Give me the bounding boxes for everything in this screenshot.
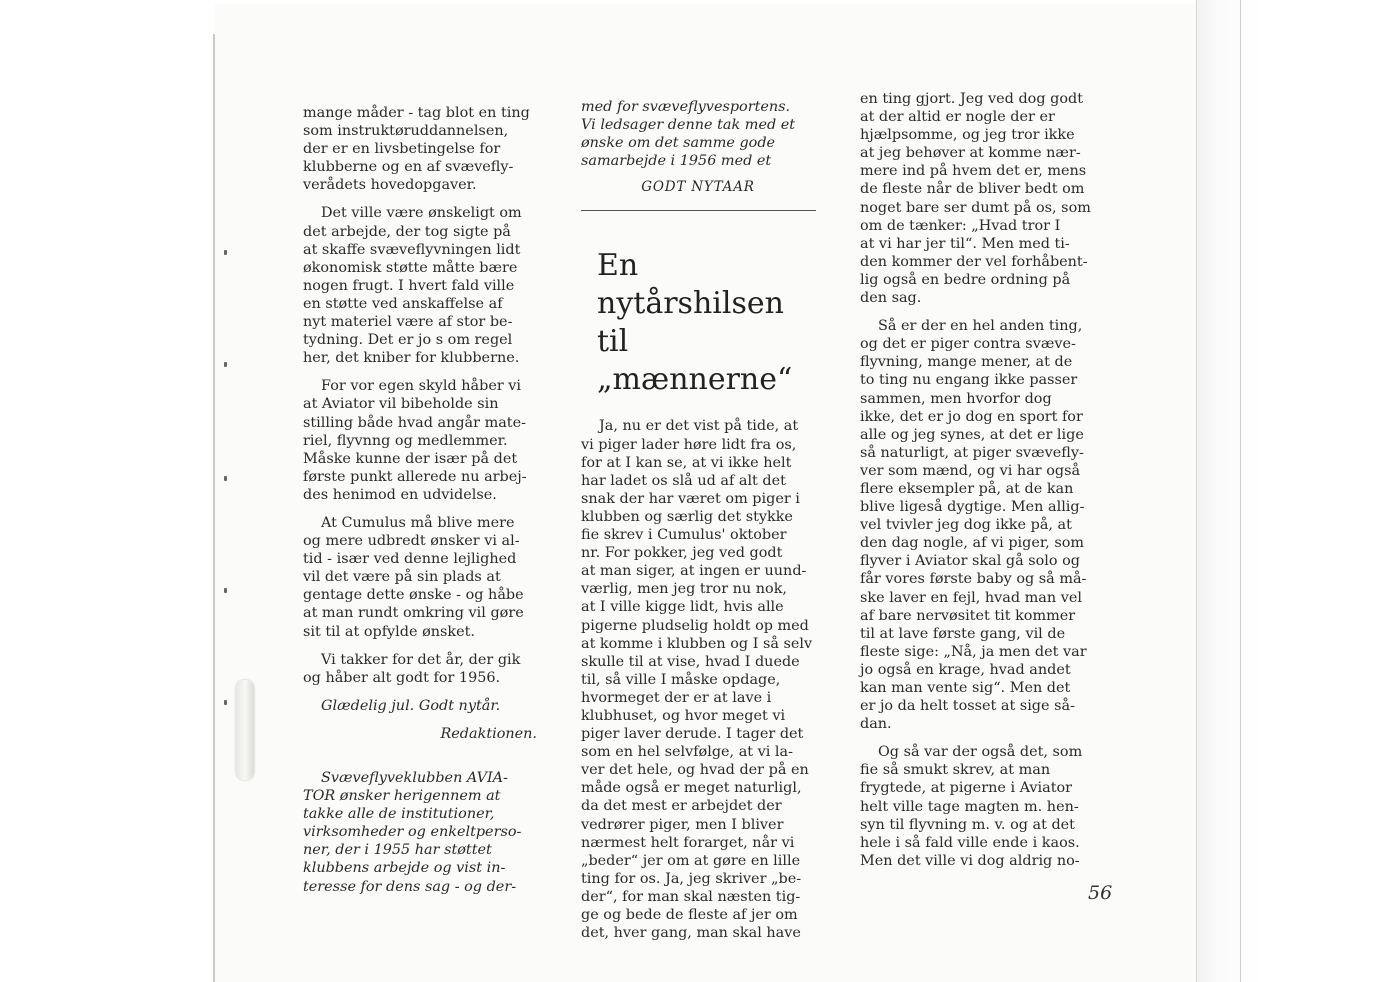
paragraph: Det ville være ønskeligt om det arbejde, der tog sigte på at skaffe svæveflyvningen lidt økonomisk støtte måtte bære nogen frugt. I hvert fald ville en støtte ved anskaffelse af nyt materiel være af stor be- tydning. Det er jo s om regel her, det kniber for klubberne. xyxy=(303,205,522,367)
margin-mark xyxy=(224,362,227,367)
page-right-edge xyxy=(1196,0,1263,982)
page-edge-line xyxy=(1240,0,1241,982)
paragraph: mange måder - tag blot en ting som instruktøruddannelsen, der er en livsbetingelse for klubberne og en af svævefly- verådets hovedopgaver. xyxy=(303,105,530,194)
article-headline: En nytårshilsen til „mænnerne“ xyxy=(597,248,793,398)
margin-mark xyxy=(224,476,227,481)
thanks-continued: med for svæveflyvesportens. Vi ledsager denne tak med et ønske om det samme gode samarbejde i 1956 med et xyxy=(581,99,796,170)
margin-mark xyxy=(224,588,227,593)
paragraph: For vor egen skyld håber vi at Aviator vil bibeholde sin stilling både hvad angår mate- riel, flyvnng og medlemmer. Måske kunne der især på det første punkt allerede nu arbej- des henimod en udvidelse. xyxy=(303,378,527,503)
binding-staple xyxy=(236,680,254,780)
paragraph: Og så var der også det, som fie så smukt skrev, at man frygtede, at pigerne i Aviator helt ville tage magten m. hen- syn til flyvning m. v. og at det hele i så fald ville ende i kaos. Men det ville vi dog aldrig no- xyxy=(860,744,1083,869)
article-body: Ja, nu er det vist på tide, at vi piger lader høre lidt fra os, for at I kan se, at vi ikke helt har ladet os slå ud af alt det snak der har været om piger i klubben og særlig det stykke fie skrev i Cumulus' oktober nr. For pokker, jeg ved godt at man siger, at ingen er uund- værlig, men jeg tror nu nok, at I ville kigge lidt, hvis alle pigerne pludselig holdt op med at komme i klubben og I så selv skulle til at vise, hvad I duede til, så ville I måske opdage, hvormeget der er at lave i klubhuset, og hvor meget vi piger laver derude. I tager det som en hel selvfølge, at vi la- ver det hele, og hvad der på en måde også er meget naturligl, da det mest er arbejdet der vedrører piger, men I bliver nærmest helt forarget, når vi „beder“ jer om at gøre en lille ting for os. Ja, jeg skriver „be- der“, for man skal næsten tig- ge og bede de fleste af jer om det, hver gang, man skal have xyxy=(581,418,813,942)
margin-mark xyxy=(224,250,227,255)
paragraph: Vi takker for det år, der gik og håber alt godt for 1956. xyxy=(303,651,521,686)
column-left xyxy=(303,104,541,906)
greeting: Glædelig jul. Godt nytår. xyxy=(321,697,501,714)
column-middle xyxy=(581,98,815,952)
thanks-notice: Svæveflyveklubben AVIA- TOR ønsker herigennem at takke alle de institutioner, virksomheder og enkeltperso- ner, der i 1955 har støttet klubbens arbejde og vist in- teresse for dens sag - og der- xyxy=(303,770,522,895)
divider-rule xyxy=(581,210,816,211)
margin-mark xyxy=(224,700,227,705)
godt-nytaar: GODT NYTAAR xyxy=(641,179,755,196)
column-right xyxy=(860,90,1110,880)
signature: Redaktionen. xyxy=(440,725,537,742)
paragraph: en ting gjort. Jeg ved dog godt at der altid er nogle der er hjælpsomme, og jeg tror ikke at jeg behøver at komme nær- mere ind på hvem det er, mens de fleste når de bliver bedt om noget bare ser dumt på os, som om de tænker: „Hvad tror I at vi har jer til“. Men med ti- den kommer der vel forhåbent- lig også en bedre ordning på den sag. xyxy=(860,91,1091,307)
page-number: 56 xyxy=(1088,882,1113,904)
paragraph: Så er der en hel anden ting, og det er piger contra svæve- flyvning, mange mener, at de to ting nu engang ikke passer sammen, men hvorfor dog ikke, det er jo dog en sport for alle og jeg synes, at det er lige så naturligt, at piger svævefly- ver som mænd, og vi har også flere eksempler på, at de kan blive ligeså dygtige. Men allig- vel tvivler jeg dog ikke på, at den dag nogle, af vi piger, som flyver i Aviator skal gå solo og får vores første baby og så må- ske laver en fejl, hvad man vel af bare nervøsitet tit kommer til at lave første gang, vil de fleste sige: „Nå, ja men det var jo også en krage, hvad andet kan man vente sig“. Men det er jo da helt tosset at sige så- dan. xyxy=(860,318,1087,733)
paragraph: At Cumulus må blive mere og mere udbredt ønsker vi al- tid - især ved denne lejlighed vil det være på sin plads at gentage dette ønske - og håbe at man rundt omkring vil gøre sit til at opfylde ønsket. xyxy=(303,514,524,640)
